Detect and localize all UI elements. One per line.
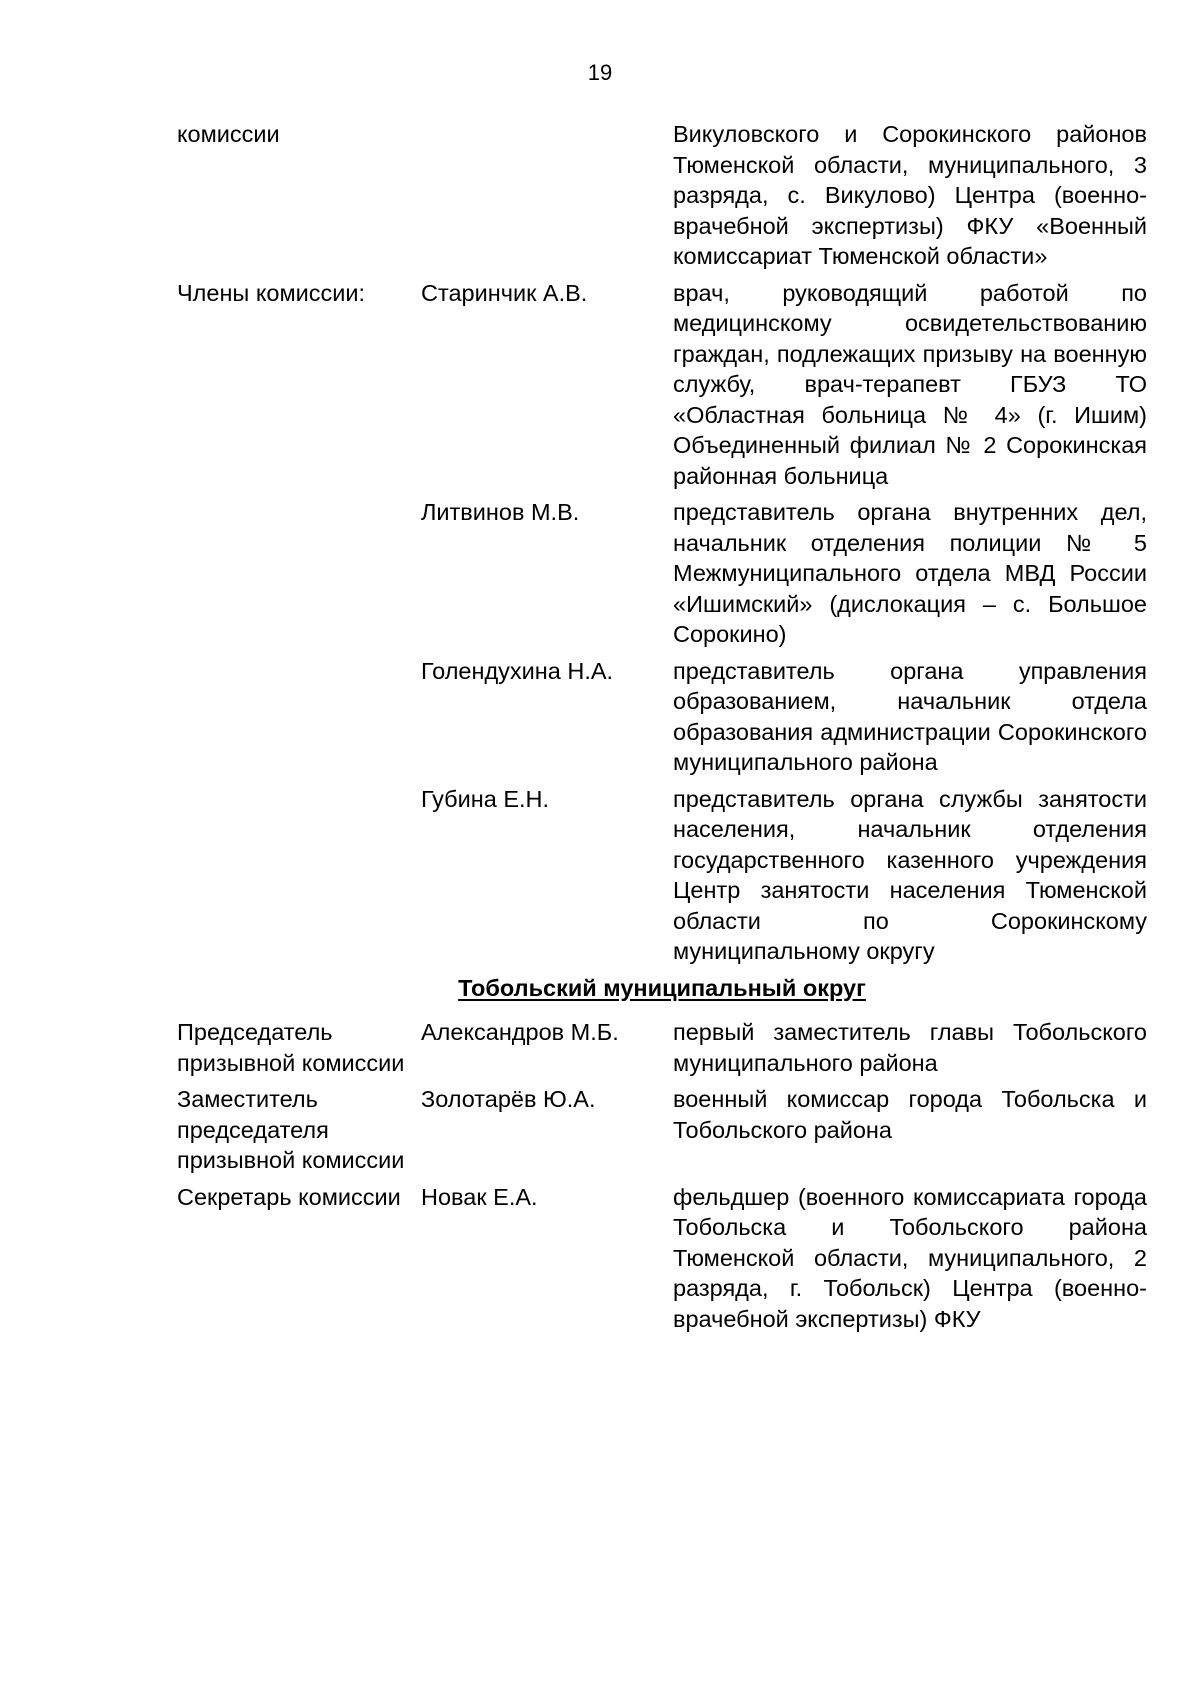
role-label: Председатель призывной комиссии [177,1019,405,1076]
roster-row [177,784,1147,967]
role-label [177,497,421,650]
section-heading-text: Тобольский муниципальный округ [458,974,866,1001]
member-name: Старинчик А.В. [421,279,588,306]
member-description: первый заместитель главы Тобольского муниципального района [673,1019,1147,1076]
member-description: фельдшер (военного комиссариата города Тобольска и Тобольского района Тюменской области, муниципального, 2 разряда, г. Тобольск) Центра (военно-врачебной экспертизы) ФКУ [673,1183,1147,1332]
roster-row [177,656,1147,778]
role-label [177,656,421,778]
member-description: представитель органа управления образованием, начальник отдела образования администрации Сорокинского муниципального района [673,657,1147,775]
member-name: Александров М.Б. [421,1019,619,1045]
role-label: Секретарь комиссии [177,1183,401,1210]
member-name: Золотарёв Ю.А. [421,1086,596,1112]
roster-row [177,119,1147,272]
roster-row [177,1182,1147,1335]
member-name: Голендухина Н.А. [421,657,614,684]
member-name: Литвинов М.В. [421,499,580,525]
member-name: Новак Е.А. [421,1183,538,1210]
role-label: Члены комиссии: [177,279,366,306]
roster-row [177,497,1147,650]
member-description: военный комиссар города Тобольска и Тобольского района [673,1086,1147,1143]
roster-row [177,1017,1147,1078]
member-description: представитель органа службы занятости населения, начальник отделения государственного казенного учреждения Центр занятости населения Тюменской области по Сорокинскому муниципальному округу [673,785,1147,964]
role-label: комиссии [177,121,280,147]
member-description: представитель органа внутренних дел, начальник отделения полиции № 5 Межмуниципального отдела МВД России «Ишимский» (дислокация – с. Большое Сорокино) [673,499,1147,647]
page-number: 19 [587,60,613,85]
roster-row [177,278,1147,492]
roster-row [177,1084,1147,1176]
member-name [421,119,673,272]
role-label [177,784,421,967]
member-description: врач, руководящий работой по медицинскому освидетельствованию граждан, подлежащих призыву на военную службу, врач-терапевт ГБУЗ ТО «Областная больница № 4» (г. Ишим) Объединенный филиал № 2 Сорокинская районная больница [673,279,1147,489]
commission-roster [177,119,1147,1340]
role-label: Заместитель председателя призывной комиссии [177,1086,405,1173]
section-heading [177,973,1147,1004]
member-description: Викуловского и Сорокинского районов Тюменской области, муниципального, 3 разряда, с. Викулово) Центра (военно-врачебной экспертизы) ФКУ «Военный комиссариат Тюменской области» [673,121,1147,269]
member-name: Губина Е.Н. [421,785,550,812]
